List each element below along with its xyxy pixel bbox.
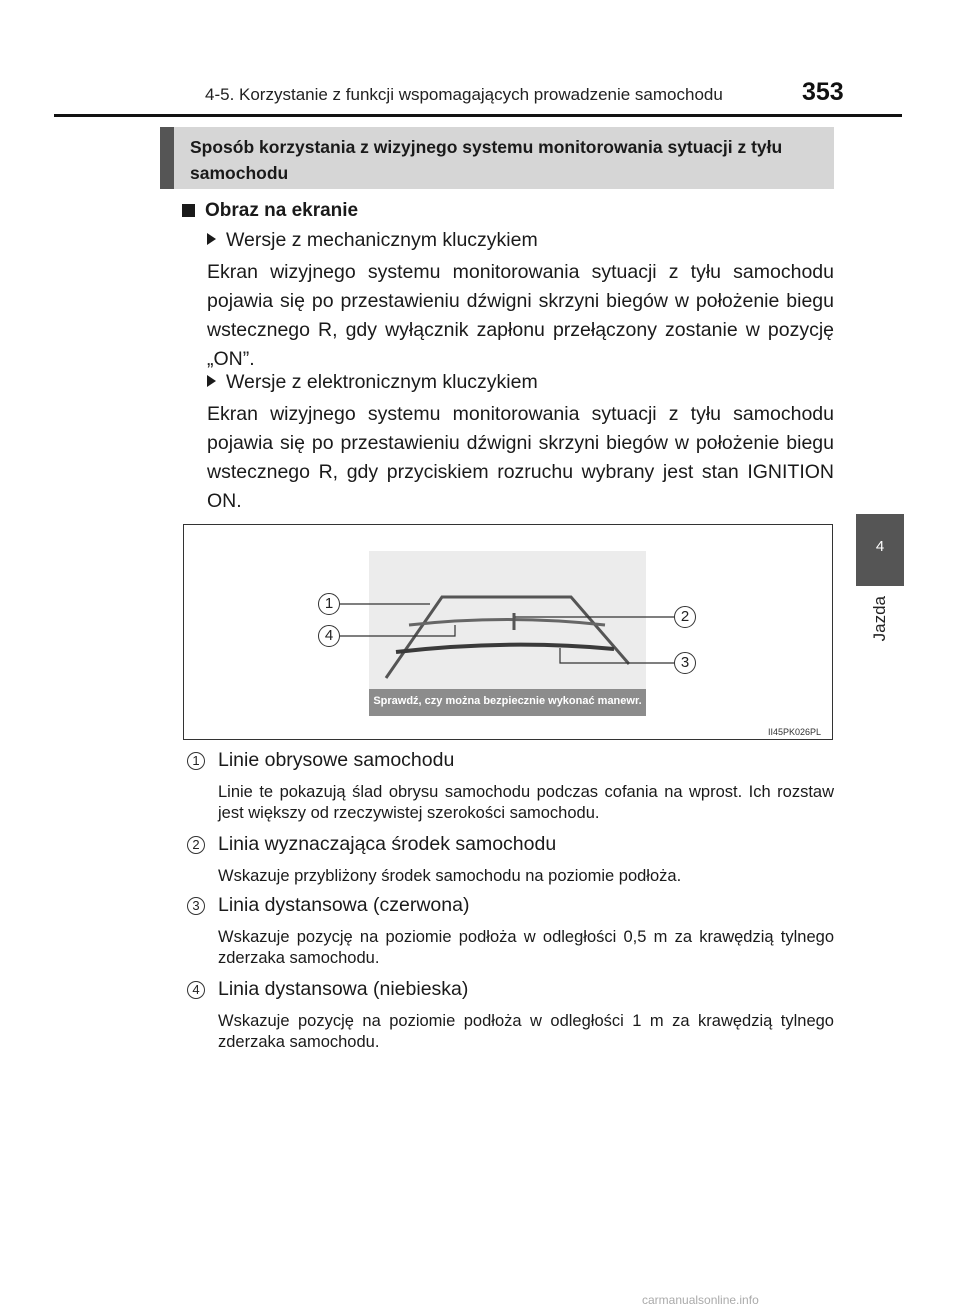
definition-title-4: Linia dystansowa (niebieska): [218, 978, 469, 1000]
figure-code: II45PK026PL: [768, 727, 822, 737]
definition-number-4: 4: [187, 981, 205, 999]
definition-desc-3: Wskazuje pozycję na poziomie podłoża w odległości 0,5 m za krawędzią tylnego zderzaka samochodu.: [218, 928, 834, 967]
page-number: 353: [802, 78, 844, 106]
blue-distance-line: [409, 620, 605, 626]
variant-label-text: Wersje z mechanicznym kluczykiem: [226, 229, 538, 251]
figure-callout-4: 4: [318, 625, 340, 647]
definition-desc-2: Wskazuje przybliżony środek samochodu na poziomie podłoża.: [218, 867, 682, 885]
definition-number-1: 1: [187, 752, 205, 770]
leader-line-4: [340, 625, 455, 636]
definition-number-2: 2: [187, 836, 205, 854]
screen-warning-text: Sprawdź, czy można bezpiecznie wykonać manewr.: [373, 695, 642, 707]
variant-label-text: Wersje z elektronicznym kluczykiem: [226, 371, 538, 393]
definition-desc-4: Wskazuje pozycję na poziomie podłoża w odległości 1 m za krawędzią tylnego zderzaka samochodu.: [218, 1012, 834, 1051]
figure-callout-3: 3: [674, 652, 696, 674]
definition-title-2: Linia wyznaczająca środek samochodu: [218, 833, 557, 855]
vehicle-width-lines: [386, 597, 629, 678]
definition-desc-1: Linie te pokazują ślad obrysu samochodu podczas cofania na wprost. Ich rozstaw jest większy od rzeczywistej szerokości samochodu.: [218, 783, 834, 822]
section-title: Sposób korzystania z wizyjnego systemu monitorowania sytuacji z tyłu samochodu: [190, 137, 783, 183]
variant-paragraph-mechanical: Ekran wizyjnego systemu monitorowania sytuacji z tyłu samochodu pojawia się po przestawieniu dźwigni skrzyni biegów w położenie biegu wstecznego R, gdy wyłącznik zapłonu przełączony zostanie w pozycję „ON”.: [207, 261, 834, 370]
variant-paragraph-electronic: Ekran wizyjnego systemu monitorowania sytuacji z tyłu samochodu pojawia się po przestawieniu dźwigni skrzyni biegów w położenie biegu wstecznego R, gdy przyciskiem rozruchu wybrany jest stan IGNITION ON.: [207, 403, 834, 512]
chapter-number: 4: [875, 538, 885, 555]
chapter-label: Jazda: [870, 596, 889, 642]
figure-callout-1: 1: [318, 593, 340, 615]
running-header: 4-5. Korzystanie z funkcji wspomagających prowadzenie samochodu: [205, 85, 723, 104]
watermark: carmanualsonline.info: [642, 1293, 759, 1307]
red-distance-line: [396, 645, 614, 652]
definition-title-1: Linie obrysowe samochodu: [218, 749, 455, 771]
definition-number-3: 3: [187, 897, 205, 915]
definition-title-3: Linia dystansowa (czerwona): [218, 894, 470, 916]
figure-callout-2: 2: [674, 606, 696, 628]
subheading-text: Obraz na ekranie: [205, 200, 359, 221]
